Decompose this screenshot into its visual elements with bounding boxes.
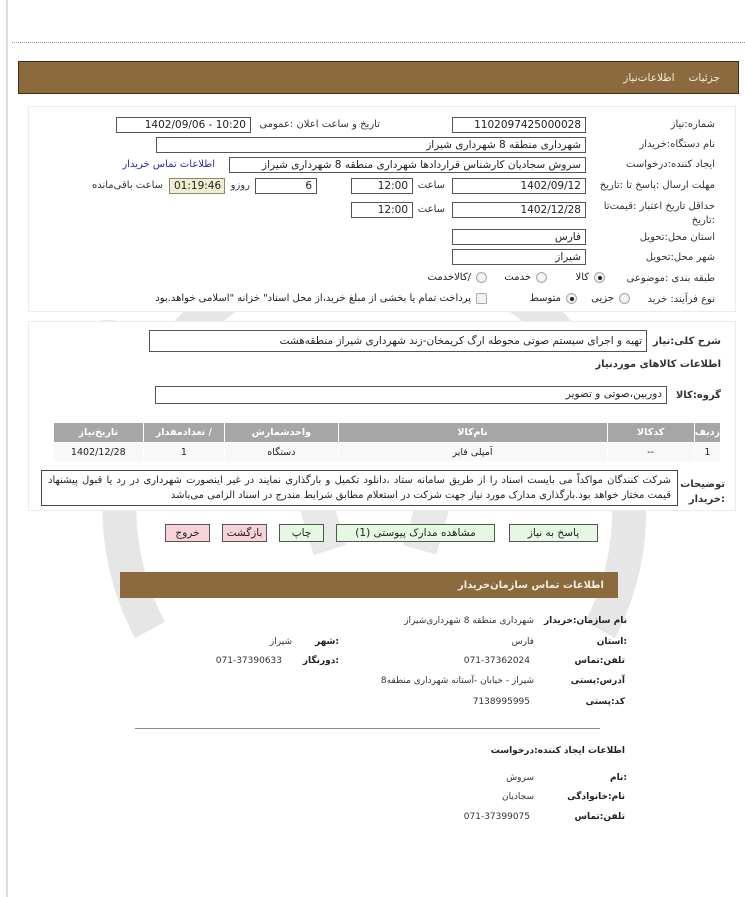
city-label: :شهر bbox=[315, 637, 339, 647]
days-field[interactable]: 6 bbox=[255, 178, 317, 194]
validity-label: حداقل تاریخ اعتبار :قیمت‌تا :تاریخ bbox=[603, 201, 715, 226]
buyer-label: نام دستگاه:خریدار bbox=[639, 139, 715, 150]
process-option-minor[interactable]: جزیی bbox=[591, 293, 630, 304]
radio-icon[interactable] bbox=[536, 272, 547, 283]
col-unit: واحدشمارش bbox=[225, 423, 338, 443]
phone-label: تلفن:تماس bbox=[574, 656, 625, 666]
days-label: روزو bbox=[230, 180, 250, 191]
validity-date-field[interactable]: 1402/12/28 bbox=[452, 202, 586, 218]
phone-value: 071-37362024 bbox=[463, 656, 530, 666]
org-value: شهرداری منطقه 8 شهرداری‌شیراز bbox=[404, 616, 534, 626]
radio-icon[interactable] bbox=[566, 293, 577, 304]
radio-icon[interactable] bbox=[619, 293, 630, 304]
treasury-checkbox-row[interactable]: پرداخت تمام یا بخشی از مبلغ خرید،از محل اسناد" خزانه "اسلامی خواهد.بود bbox=[155, 293, 487, 304]
creator-field[interactable]: سروش سجادیان کارشناس قراردادها شهرداری منطقه 8 شهرداری شیراز bbox=[229, 157, 586, 173]
page-header bbox=[18, 61, 739, 94]
respond-button[interactable]: پاسخ به نیاز bbox=[509, 524, 598, 542]
col-code: کدکالا bbox=[607, 423, 694, 443]
creator-family-value: سجادیان bbox=[502, 792, 534, 802]
buyer-field[interactable]: شهرداری منطقه 8 شهرداری شیراز bbox=[156, 137, 586, 153]
category-option-service[interactable]: خدمت bbox=[504, 272, 547, 283]
city-value: شیراز bbox=[269, 637, 292, 647]
col-date: تاریخ‌نیاز bbox=[54, 423, 144, 443]
buyer-notes: شرکت کنندگان مواکداً می بایست اسناد را از طریق سامانه ستاد ،دانلود تکمیل و بارگذاری نمایند در غیر اینصورت شهرداری در رد یا قبول پیشنهاد قیمت مختار خواهد بود.بارگذاری مدارک مورد نیاز جهت شرکت در استعلام مطابق شرایط مندرج در اسناد الزامی می‌باشد bbox=[41, 470, 678, 506]
process-option-medium[interactable]: متوسط bbox=[530, 293, 577, 304]
validity-time-field[interactable]: 12:00 bbox=[351, 202, 413, 218]
category-option-goods[interactable]: کالا bbox=[575, 272, 605, 283]
address-label: آدرس:پستی bbox=[570, 676, 625, 686]
need-info-panel bbox=[28, 106, 736, 312]
view-attachments-button[interactable]: مشاهده مدارک پیوستی (1) bbox=[336, 524, 495, 542]
province-label: استان محل:تحویل bbox=[639, 232, 715, 243]
city-field[interactable]: شیراز bbox=[452, 249, 586, 265]
org-label: نام سازمان:خریدار bbox=[543, 616, 627, 626]
goods-group-label: گروه:کالا bbox=[675, 390, 721, 401]
radio-icon[interactable] bbox=[594, 272, 605, 283]
creator-phone-label: تلفن:تماس bbox=[574, 812, 625, 822]
deadline-label: مهلت ارسال :پاسخ تا :تاریخ bbox=[599, 180, 715, 191]
deadline-time-field[interactable]: 12:00 bbox=[351, 178, 413, 194]
buyer-contact-header: اطلاعات تماس سازمان‌خریدار bbox=[120, 572, 618, 598]
col-name: نام‌کالا bbox=[338, 423, 607, 443]
fax-value: 071-37390633 bbox=[215, 656, 282, 666]
buyer-contact-link[interactable]: اطلاعات تماس خریدار bbox=[122, 159, 215, 170]
creator-label: ایجاد کننده:درخواست bbox=[626, 159, 715, 170]
goods-panel bbox=[28, 321, 736, 511]
need-number-field[interactable]: 1102097425000028 bbox=[452, 117, 586, 133]
print-button[interactable]: چاپ bbox=[279, 524, 324, 542]
process-label: نوع فرآیند: خرید bbox=[647, 294, 715, 305]
category-option-goods-service[interactable]: /کالاخدمت bbox=[428, 272, 488, 283]
creator-family-label: نام:خانوادگی bbox=[567, 792, 625, 802]
summary-label: شرح کلی:نیاز bbox=[652, 336, 721, 347]
deadline-time-label: ساعت bbox=[417, 180, 445, 191]
creator-phone-value: 071-37399075 bbox=[463, 812, 530, 822]
fax-label: :دورنگار bbox=[302, 656, 339, 666]
creator-info-title: اطلاعات ایجاد کننده:درخواست bbox=[490, 746, 625, 756]
province-label: :استان bbox=[596, 637, 627, 647]
tab-need-info[interactable]: اطلاعات‌نیاز bbox=[623, 71, 675, 84]
goods-info-title: اطلاعات کالاهای موردنیاز bbox=[595, 359, 721, 370]
radio-icon[interactable] bbox=[476, 272, 487, 283]
category-label: طبقه بندی :موضوعی bbox=[626, 273, 715, 284]
col-quantity: / تعدادمقدار bbox=[143, 423, 225, 443]
announce-date-field[interactable]: 1402/09/06 - 10:20 bbox=[116, 117, 251, 133]
remaining-label: ساعت باقی‌مانده bbox=[91, 180, 163, 191]
validity-time-label: ساعت bbox=[417, 204, 445, 215]
postal-label: کد:پستی bbox=[585, 697, 625, 707]
province-field[interactable]: فارس bbox=[452, 229, 586, 245]
announce-label: تاریخ و ساعت اعلان :عمومی bbox=[259, 119, 380, 130]
exit-button[interactable]: خروج bbox=[165, 524, 210, 542]
summary-field[interactable]: تهیه و اجرای سیستم صوتی محوطه ارگ کریمخان-زند شهرداری شیراز منطقه‌هشت bbox=[149, 330, 647, 352]
goods-group-field[interactable]: دوربین،صوتی و تصویر bbox=[155, 386, 667, 404]
back-button[interactable]: بازگشت bbox=[222, 524, 267, 542]
city-label: شهر محل:تحویل bbox=[645, 252, 715, 263]
top-divider bbox=[12, 42, 745, 43]
checkbox-icon[interactable] bbox=[476, 293, 487, 304]
table-row: 1 -- آمپلی فایر دستگاه 1 1402/12/28 bbox=[54, 443, 721, 462]
remaining-time: 01:19:46 bbox=[169, 178, 225, 194]
page-left-border bbox=[6, 0, 8, 897]
deadline-date-field[interactable]: 1402/09/12 bbox=[452, 178, 586, 194]
tab-details[interactable]: جزئیات bbox=[688, 71, 720, 84]
goods-table bbox=[53, 422, 721, 462]
postal-value: 7138995995 bbox=[472, 697, 530, 707]
creator-name-value: سروش bbox=[506, 773, 534, 783]
notes-label: توضیحات :خریدار bbox=[680, 479, 725, 505]
address-value: شیراز - خیابان -آستانه شهرداری منطقه8 bbox=[380, 676, 534, 686]
province-value: فارس bbox=[511, 637, 534, 647]
table-header-row bbox=[54, 423, 721, 443]
creator-name-label: :نام bbox=[610, 773, 627, 783]
section-divider bbox=[135, 728, 600, 729]
need-number-label: شماره:نیاز bbox=[670, 119, 715, 130]
col-row: ردیف bbox=[694, 423, 720, 443]
